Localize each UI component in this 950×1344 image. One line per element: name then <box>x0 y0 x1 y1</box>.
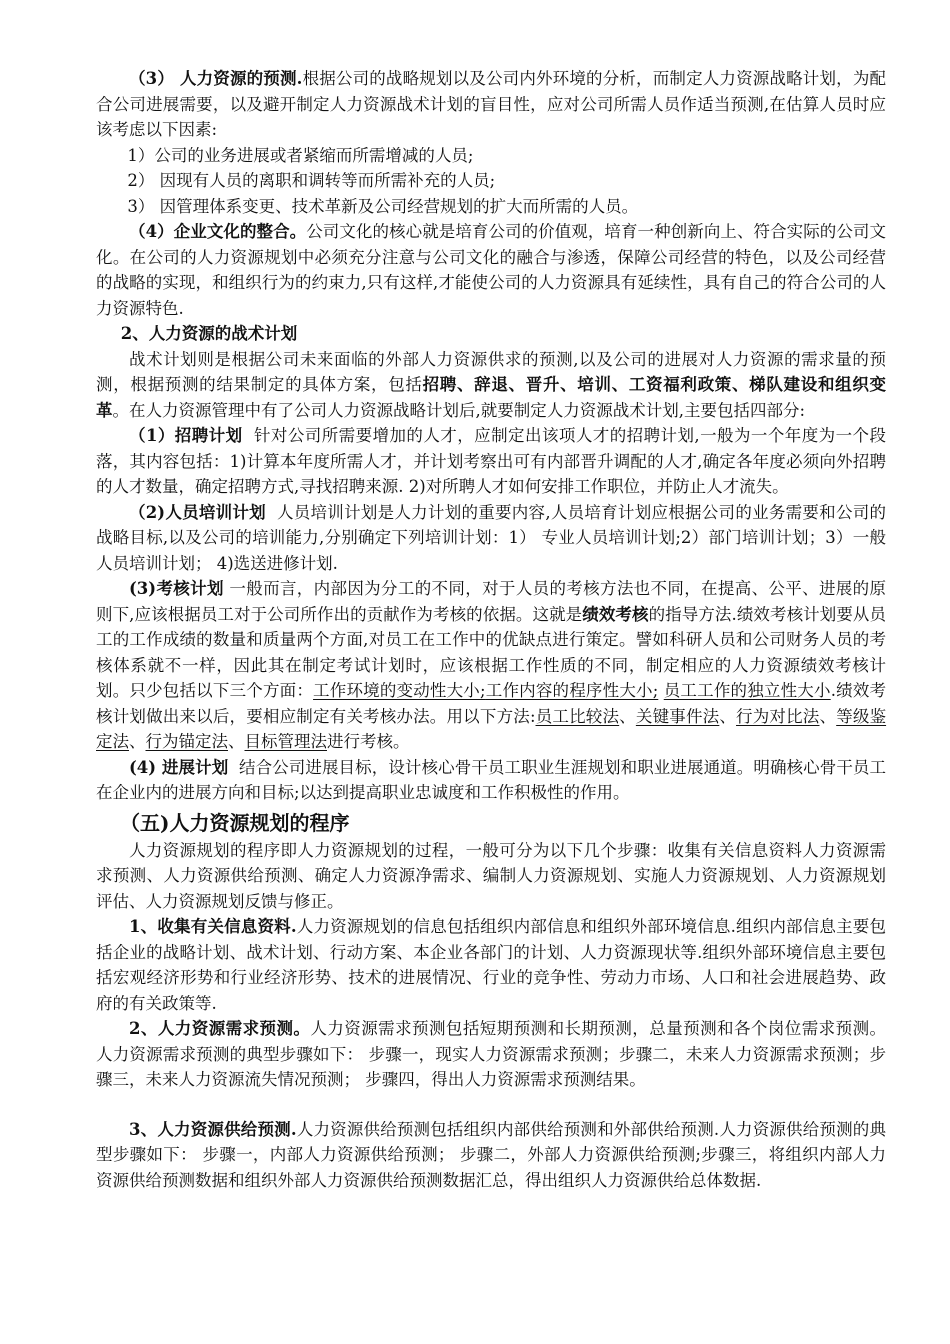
method-behavior-comparison: 行为对比法 <box>736 706 820 726</box>
list-item: 3） 因管理体系变更、技术革新及公司经营规划的扩大而所需的人员。 <box>127 196 639 216</box>
assessment-plan-text-2: 的指导方法.绩效考核计划要从员工的工作成绩的数量和质量两个方面,对员工在工作中的优缺点进行策定。譬如科研人员和公司财务人员的考核体系就不一样，因此其在制定考试计划时，应该根据工作性质的不同，制定相应的人力资源绩效考核计划。只少包括以下三个方面： <box>96 604 887 700</box>
section-3-paragraph <box>96 66 886 143</box>
aspect-environment: 工作环境的变动性大小; <box>313 681 486 700</box>
step-1-label: 1、收集有关信息资料. <box>129 917 297 936</box>
list-item: 1）公司的业务进展或者紧缩而所需增减的人员; <box>127 145 474 165</box>
tactical-intro-bold: 招聘、辞退、晋升、培训、工资福利政策、梯队建设和组织变革 <box>96 375 887 420</box>
method-critical-incident: 关键事件法 <box>635 706 720 726</box>
section-4-label: （4）企业文化的整合。 <box>129 222 307 241</box>
training-plan-text: 人员培训计划是人力计划的重要内容,人员培育计划应根据公司的业务需要和公司的战略目标,以及公司的培训能力,分别确定下列培训计划：1） 专业人员培训计划;2）部门培训计划；3）一般人员培训计划； 4)选送进修计划. <box>96 502 886 573</box>
recruitment-plan-paragraph <box>96 423 886 500</box>
step-3-paragraph <box>96 1117 886 1194</box>
list-item: 2） 因现有人员的离职和调转等而所需补充的人员; <box>127 171 496 190</box>
performance-appraisal-term: 绩效考核 <box>582 604 649 624</box>
assessment-plan-text-3: .绩效考核计划做出来以后，要相应制定有关考核办法。用以下方法: <box>96 681 887 726</box>
section-4-text: 公司文化的核心就是培育公司的价值观，培育一种创新向上、符合实际的公司文化。在公司的人力资源规划中必须充分注意与公司文化的融合与渗透，保障公司经营的特色，以及公司经营的战略的实现，和组织行为的约束力,只有这样,才能使公司的人力资源具有延续性，具有自己的符合公司的人力资源特色. <box>96 222 886 318</box>
assessment-plan-label: (3)考核计划 <box>129 579 224 598</box>
development-plan-text: 结合公司进展目标，设计核心骨干员工职业生涯规划和职业进展通道。明确核心骨干员工在企业内的进展方向和目标;以达到提高职业忠诚度和工作积极性的作用。 <box>96 757 887 802</box>
aspect-procedure: 工作内容的程序性大小; <box>485 681 659 700</box>
method-grade-appraisal: 等级鉴定法 <box>96 706 887 751</box>
blank-line <box>96 1093 886 1117</box>
training-plan-paragraph <box>96 500 886 577</box>
step-3-text: 人力资源供给预测包括组织内部供给预测和外部供给预测.人力资源供给预测的典型步骤如下： 步骤一，内部人力资源供给预测； 步骤二，外部人力资源供给预测;步骤三，将组织内部人力资源供给预测数据和组织外部人力资源供给预测数据汇总，得出组织人力资源供给总体数据. <box>96 1119 886 1190</box>
recruitment-plan-label: （1）招聘计划 <box>129 426 243 445</box>
development-plan-label: (4) 进展计划 <box>129 757 229 777</box>
section-3-text: 根据公司的战略规划以及公司内外环境的分析，而制定人力资源战略计划，为配合公司进展需要，以及避开制定人力资源战术计划的盲目性，应对公司所需人员作适当预测,在估算人员时应该考虑以下因素: <box>96 69 886 139</box>
method-mbo: 目标管理法 <box>244 732 327 751</box>
tactical-intro-text: 战术计划则是根据公司未来面临的外部人力资源供求的预测,以及公司的进展对人力资源的需求量的预测，根据预测的结果制定的具体方案，包括 <box>96 349 886 394</box>
method-bars: 行为锚定法 <box>145 732 228 751</box>
tactical-plan-heading: 2、人力资源的战术计划 <box>120 324 298 343</box>
step-1-text: 人力资源规划的信息包括组织内部信息和组织外部环境信息.组织内部信息主要包括企业的战略计划、战术计划、行动方案、本企业各部门的计划、人力资源现状等.组织外部环境信息主要包括宏观经济形势和行业经济形势、技术的进展情况、行业的竞争性、劳动力市场、人口和社会进展趋势、政府的有关政策等. <box>96 917 886 1013</box>
document-page <box>96 66 886 1193</box>
assessment-plan-text: 一般而言，内部因为分工的不同，对于人员的考核方法也不同，在提高、公平、进展的原则下,应该根据员工对于公司所作出的贡献作为考核的依据。这就是 <box>96 579 886 624</box>
section-3-label: （3） 人力资源的预测. <box>129 69 303 88</box>
assessment-plan-end: 进行考核。 <box>327 732 410 751</box>
assessment-plan-paragraph: (3)考核计划 一般而言，内部因为分工的不同，对于人员的考核方法也不同，在提高、公平、进展的原则下,应该根据员工对于公司所作出的贡献作为考核的依据。这就是绩效考核的指导方法.绩效考核计划要从员工的工作成绩的数量和质量两个方面,对员工在工作中的优缺点进行策定。譬如科研人员和公司财务人员的考核体系就不一样，因此其在制定考试计划时，应该根据工作性质的不同，制定相应的人力资源绩效考核计划。只少包括以下三个方面：工作环境的变动性大小;工作内容的程序性大小; 员工工作的独立性大小.绩效考核计划做出来以后，要相应制定有关考核办法。用以下方法:员工比较法、关键事件法、行为对比法、等级鉴定法、行为锚定法、目标管理法进行考核。 <box>96 579 887 751</box>
step-1-paragraph <box>96 914 886 1016</box>
aspect-independence: 员工工作的独立性大小 <box>663 681 831 700</box>
step-2-text: 人力资源需求预测包括短期预测和长期预测，总量预测和各个岗位需求预测。 人力资源需求预测的典型步骤如下： 步骤一，现实人力资源需求预测；步骤二，未来人力资源需求预测；步骤三，未来人力资源流失情况预测； 步骤四，得出人力资源需求预测结果。 <box>96 1019 887 1089</box>
recruitment-plan-text: 针对公司所需要增加的人才，应制定出该项人才的招聘计划,一般为一个年度为一个段落，其内容包括：1)计算本年度所需人才，并计划考察出可有内部晋升调配的人才,确定各年度必须向外招聘的人才数量，确定招聘方式,寻找招聘来源. 2)对所聘人才如何安排工作职位，并防止人才流失。 <box>96 426 886 496</box>
procedure-heading: （五)人力资源规划的程序 <box>120 810 350 835</box>
training-plan-label: （2)人员培训计划 <box>129 502 266 522</box>
method-employee-comparison: 员工比较法 <box>535 706 620 726</box>
tactical-intro-text-end: 。在人力资源管理中有了公司人力资源战略计划后,就要制定人力资源战术计划,主要包括四部分: <box>112 400 806 420</box>
step-2-paragraph <box>96 1016 886 1093</box>
step-2-label: 2、人力资源需求预测。 <box>129 1019 311 1038</box>
section-4-paragraph <box>96 219 886 321</box>
procedure-intro: 人力资源规划的程序即人力资源规划的过程，一般可分为以下几个步骤：收集有关信息资料人力资源需求预测、人力资源供给预测、确定人力资源净需求、编制人力资源规划、实施人力资源规划、人力资源规划评估、人力资源规划反馈与修正。 <box>96 840 886 911</box>
tactical-intro <box>96 347 886 424</box>
development-plan-paragraph <box>96 755 886 806</box>
step-3-label: 3、人力资源供给预测. <box>129 1119 297 1139</box>
